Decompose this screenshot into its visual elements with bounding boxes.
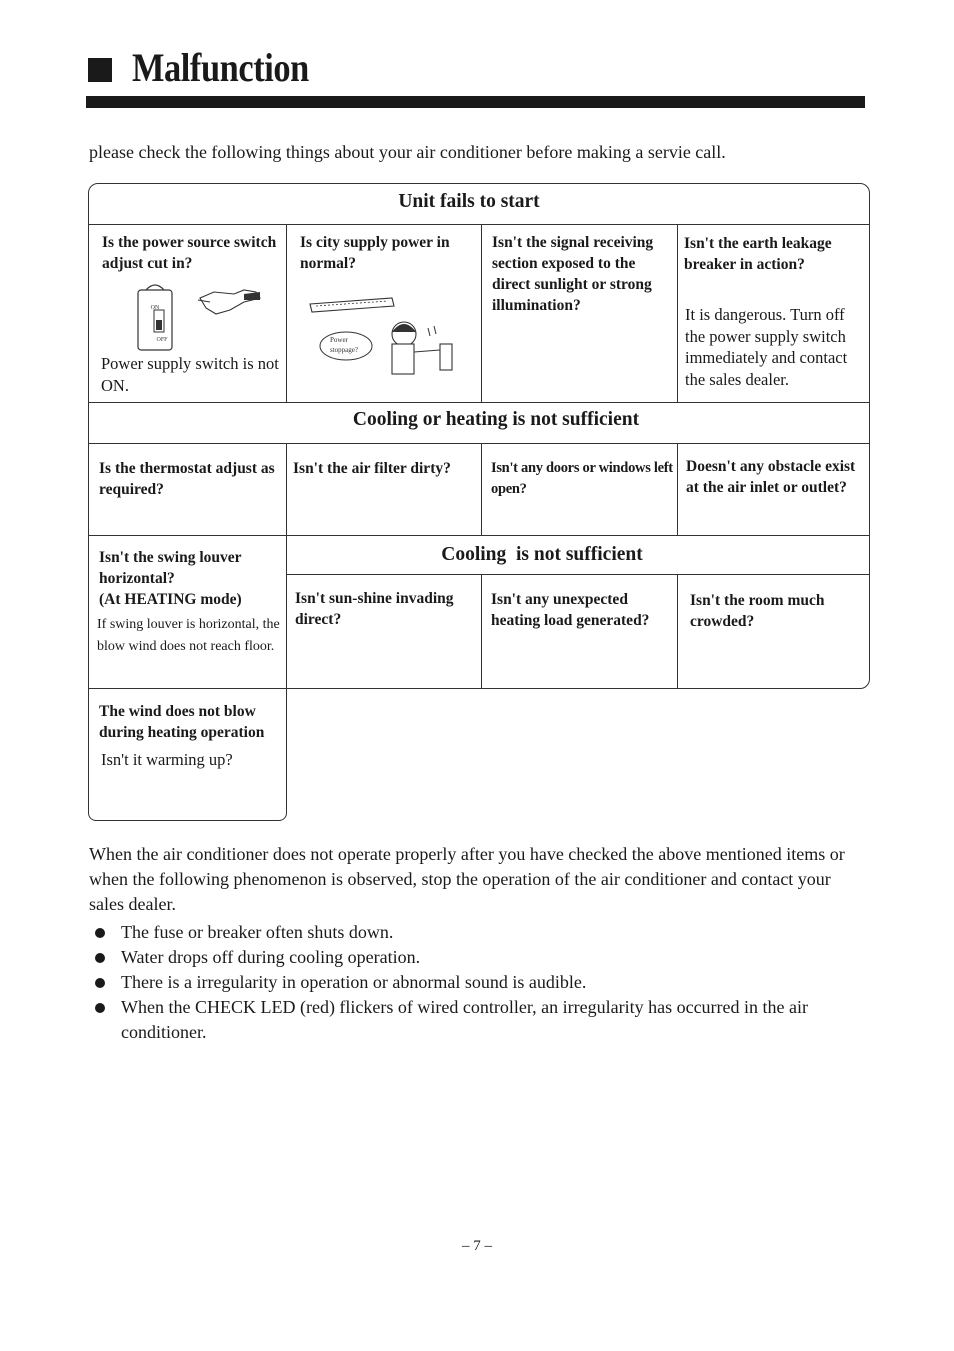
list-item bbox=[89, 995, 869, 1045]
divider bbox=[88, 535, 870, 536]
section-heading-unit-fails: Unit fails to start bbox=[398, 191, 540, 212]
switch-off-label: OFF bbox=[156, 337, 168, 343]
question-doors-windows: Isn't any doors or windows left open? bbox=[491, 460, 673, 497]
list-item bbox=[89, 945, 869, 970]
page-number: – 7 – bbox=[462, 1238, 492, 1254]
question-heating-load: Isn't any unexpected heating load generated? bbox=[491, 591, 650, 629]
section-heading-cooling-heating: Cooling or heating is not sufficient bbox=[352, 409, 640, 430]
divider bbox=[286, 443, 287, 689]
divider bbox=[88, 224, 870, 225]
power-stoppage-illustration bbox=[306, 292, 466, 384]
list-item bbox=[89, 970, 869, 995]
divider bbox=[286, 224, 287, 402]
bullet-icon bbox=[95, 953, 105, 963]
divider bbox=[677, 443, 678, 535]
list-item-text: The fuse or breaker often shuts down. bbox=[121, 922, 394, 942]
answer-power-switch: Power supply switch is not ON. bbox=[101, 354, 279, 395]
power-switch-illustration bbox=[132, 280, 272, 352]
divider bbox=[88, 402, 870, 403]
question-city-power: Is city supply power in normal? bbox=[300, 234, 450, 272]
bullet-icon bbox=[95, 978, 105, 988]
question-wind-heating: The wind does not blow during heating operation bbox=[99, 703, 265, 741]
question-obstacle: Doesn't any obstacle exist at the air inlet or outlet? bbox=[686, 458, 856, 496]
answer-earth-leakage: It is dangerous. Turn off the power supply switch immediately and contact the sales dealer. bbox=[685, 305, 848, 389]
symptom-list bbox=[89, 920, 869, 1045]
question-sunshine: Isn't sun-shine invading direct? bbox=[295, 590, 454, 628]
bubble-text: stoppage? bbox=[330, 346, 358, 354]
answer-swing-louver: If swing louver is horizontal, the blow wind does not reach floor. bbox=[97, 617, 280, 654]
question-thermostat: Is the thermostat adjust as required? bbox=[99, 460, 275, 498]
switch-on-label: ON bbox=[150, 305, 160, 311]
question-signal-section: Isn't the signal receiving section exposed to the direct sunlight or strong illumination? bbox=[492, 234, 654, 314]
bullet-icon bbox=[95, 928, 105, 938]
question-swing-louver bbox=[99, 547, 284, 610]
question-swing-louver-mode: (At HEATING mode) bbox=[99, 591, 242, 608]
section-heading-cooling: Cooling is not sufficient bbox=[441, 544, 643, 565]
question-earth-leakage: Isn't the earth leakage breaker in action? bbox=[684, 235, 832, 273]
divider bbox=[481, 224, 482, 402]
divider bbox=[481, 443, 482, 535]
divider bbox=[481, 574, 482, 689]
divider bbox=[677, 224, 678, 402]
divider bbox=[677, 574, 678, 689]
bubble-text-line1: Power bbox=[330, 336, 348, 344]
question-room-crowded: Isn't the room much crowded? bbox=[690, 592, 825, 630]
list-item-text: There is a irregularity in operation or abnormal sound is audible. bbox=[121, 972, 587, 992]
question-swing-louver-text: Isn't the swing louver horizontal? bbox=[99, 549, 242, 587]
intro-text: please check the following things about your air conditioner before making a servie call. bbox=[89, 142, 726, 162]
question-power-switch: Is the power source switch adjust cut in? bbox=[102, 234, 277, 272]
divider bbox=[88, 443, 870, 444]
list-item bbox=[89, 920, 869, 945]
bullet-icon bbox=[95, 1003, 105, 1013]
closing-paragraph: When the air conditioner does not operate properly after you have checked the above mentioned items or when the following phenomenon is observed, stop the operation of the air conditioner and contact your sales dealer. bbox=[89, 844, 845, 914]
page-title-text: Malfunction bbox=[132, 45, 309, 90]
list-item-text: When the CHECK LED (red) flickers of wired controller, an irregularity has occurred in the air conditioner. bbox=[121, 997, 809, 1042]
list-item-text: Water drops off during cooling operation. bbox=[121, 947, 421, 967]
answer-wind-heating: Isn't it warming up? bbox=[101, 750, 233, 769]
title-square-icon bbox=[88, 58, 112, 82]
title-rule bbox=[86, 96, 865, 108]
divider bbox=[286, 574, 870, 575]
question-air-filter: Isn't the air filter dirty? bbox=[293, 460, 451, 477]
